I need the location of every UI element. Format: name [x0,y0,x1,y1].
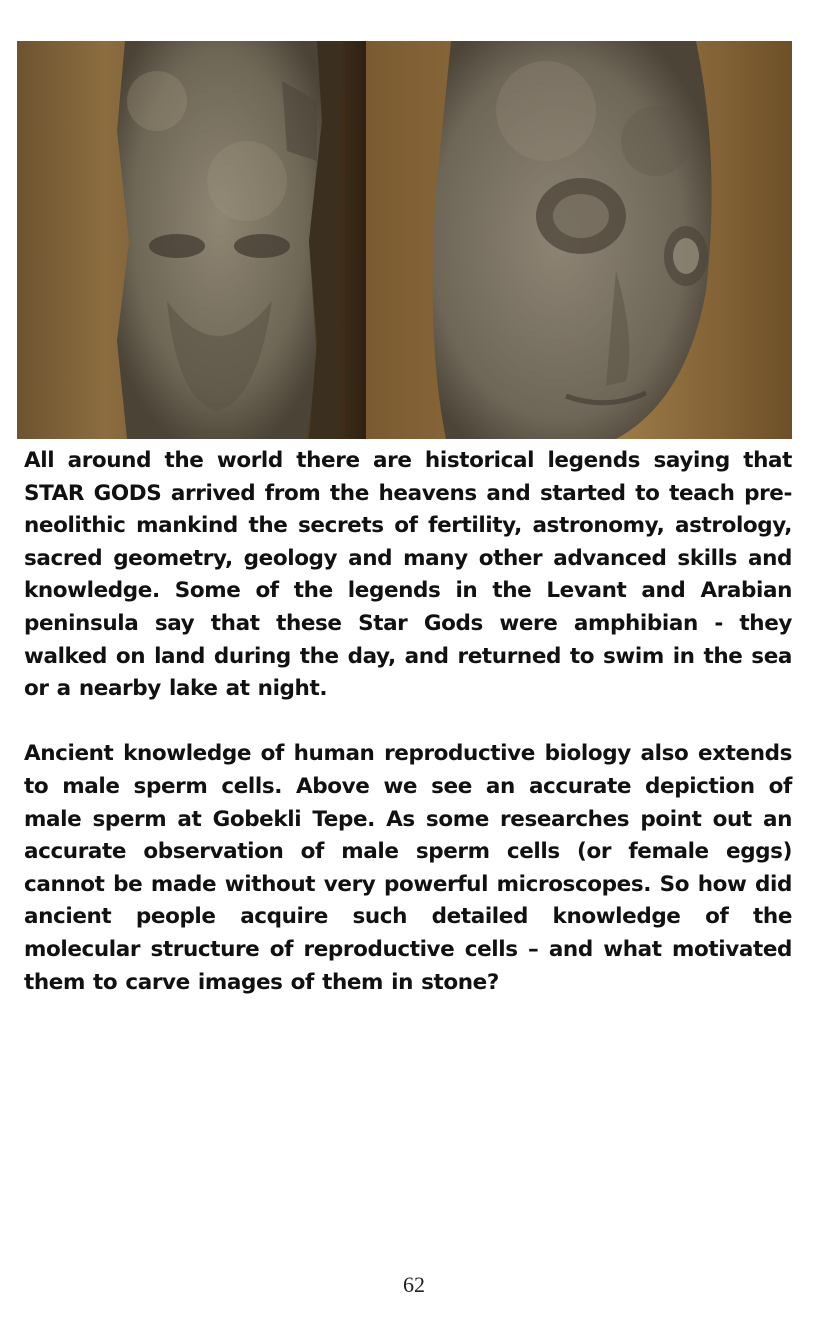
stone-statue-body-photo [17,41,366,439]
paragraph-sperm-cells: Ancient knowledge of human reproductive biology also extends to male sperm cells. Above we see an accurate depiction of male sperm at Gobekli Tepe. As some researches point out an accurate observation of male sperm cells (or female eggs) cannot be made without very powerful microscopes. So how did ancient people acquire such detailed knowledge of the molecular structure of reproductive cells – and what motivated them to carve images of them in stone? [24,741,792,995]
stone-statue-body-image [17,41,366,439]
photo-strip [17,41,792,439]
body-text [24,445,792,999]
paragraph-star-gods: All around the world there are historical legends saying that STAR GODS arrived from the heavens and started to teach pre-neolithic mankind the secrets of fertility, astronomy, astrology, sacred geometry, geology and many other advanced skills and knowledge. Some of the legends in the Levant and Arabian peninsula say that these Star Gods were amphibian - they walked on land during the day, and returned to swim in the sea or a nearby lake at night. [24,448,792,702]
stone-face-image [366,41,792,439]
stone-face-photo [366,41,792,439]
page-number: 62 [403,1272,425,1297]
